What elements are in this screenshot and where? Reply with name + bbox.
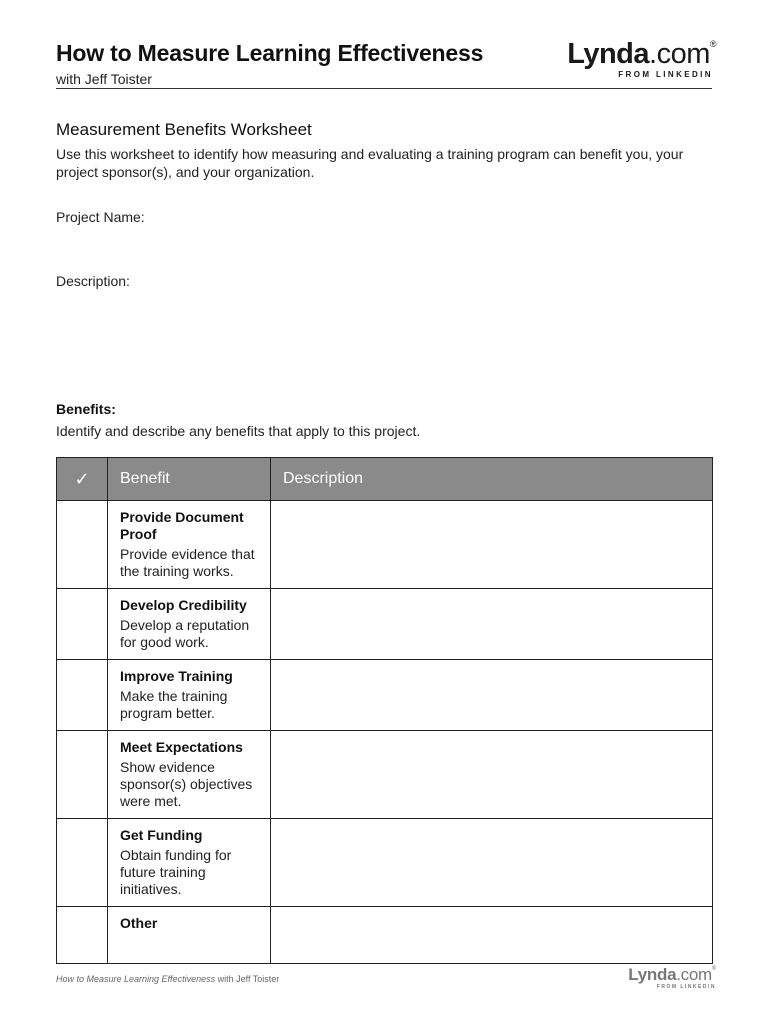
benefit-cell — [108, 660, 271, 731]
description-cell[interactable] — [271, 819, 713, 907]
table-row — [57, 907, 713, 964]
description-cell[interactable] — [271, 907, 713, 964]
description-cell[interactable] — [271, 501, 713, 589]
description-label: Description: — [56, 273, 130, 289]
benefits-heading: Benefits: — [56, 401, 116, 417]
table-row — [57, 501, 713, 589]
benefit-description: Show evidence sponsor(s) objectives were met. — [120, 759, 253, 809]
table-row — [57, 731, 713, 819]
benefit-cell — [108, 589, 271, 660]
table-row — [57, 819, 713, 907]
benefit-title: Other — [120, 915, 158, 931]
project-name-label: Project Name: — [56, 209, 145, 225]
footer-course-credit — [56, 974, 279, 984]
logo-wordmark-bold: Lynda — [567, 38, 650, 70]
benefit-title: Get Funding — [120, 827, 203, 843]
benefit-column-header: Benefit — [108, 458, 271, 501]
check-column-header: ✓ — [57, 458, 108, 501]
benefit-description: Develop a reputation for good work. — [120, 617, 250, 650]
check-cell[interactable] — [57, 501, 108, 589]
footer-logo-tagline: FROM LINKEDIN — [656, 984, 716, 990]
benefit-title: Provide Document Proof — [120, 509, 244, 542]
footer-logo-registered-mark: ® — [711, 966, 716, 972]
check-cell[interactable] — [57, 589, 108, 660]
benefits-table — [56, 457, 713, 964]
check-cell[interactable] — [57, 660, 108, 731]
description-input[interactable] — [283, 915, 700, 947]
benefit-cell — [108, 819, 271, 907]
project-description-input[interactable] — [56, 296, 716, 392]
logo-registered-mark: ® — [709, 39, 716, 49]
benefit-description: Make the training program better. — [120, 688, 228, 721]
footer-logo-wordmark — [628, 965, 716, 984]
description-cell[interactable] — [271, 660, 713, 731]
benefit-description: Provide evidence that the training works. — [120, 546, 255, 579]
footer-logo-wordmark-bold: Lynda — [628, 965, 677, 984]
footer-author: with Jeff Toister — [215, 974, 280, 984]
benefit-cell — [108, 731, 271, 819]
document-author: with Jeff Toister — [56, 71, 152, 87]
benefit-title: Improve Training — [120, 668, 233, 684]
benefits-intro: Identify and describe any benefits that apply to this project. — [56, 423, 421, 439]
check-cell[interactable] — [57, 819, 108, 907]
description-column-header: Description — [271, 458, 713, 501]
check-cell[interactable] — [57, 731, 108, 819]
description-cell[interactable] — [271, 589, 713, 660]
footer-logo-wordmark-suffix: .com — [676, 965, 712, 984]
worksheet-intro: Use this worksheet to identify how measuring and evaluating a training program can benefit you, your project sponsor(s), and your organization. — [56, 146, 684, 180]
benefit-title: Meet Expectations — [120, 739, 243, 755]
description-input[interactable] — [283, 597, 700, 629]
document-title: How to Measure Learning Effectiveness — [56, 40, 484, 66]
logo-tagline: FROM LINKEDIN — [618, 70, 713, 79]
lynda-logo — [567, 40, 716, 79]
description-input[interactable] — [283, 509, 700, 541]
benefit-description: Obtain funding for future training initiatives. — [120, 847, 232, 897]
description-cell[interactable] — [271, 731, 713, 819]
table-row — [57, 589, 713, 660]
check-cell[interactable] — [57, 907, 108, 964]
benefit-cell — [108, 907, 271, 964]
table-header-row — [57, 458, 713, 501]
description-input[interactable] — [283, 739, 700, 771]
project-name-input[interactable] — [150, 205, 714, 231]
logo-wordmark — [567, 38, 716, 70]
table-row — [57, 660, 713, 731]
header-divider — [56, 88, 712, 89]
logo-wordmark-suffix: .com — [649, 38, 710, 70]
footer-course-title: How to Measure Learning Effectiveness — [56, 974, 216, 984]
benefit-cell — [108, 501, 271, 589]
benefit-title: Develop Credibility — [120, 597, 247, 613]
worksheet-title: Measurement Benefits Worksheet — [56, 120, 312, 139]
description-input[interactable] — [283, 827, 700, 859]
description-input[interactable] — [283, 668, 700, 700]
footer-lynda-logo — [628, 966, 716, 990]
